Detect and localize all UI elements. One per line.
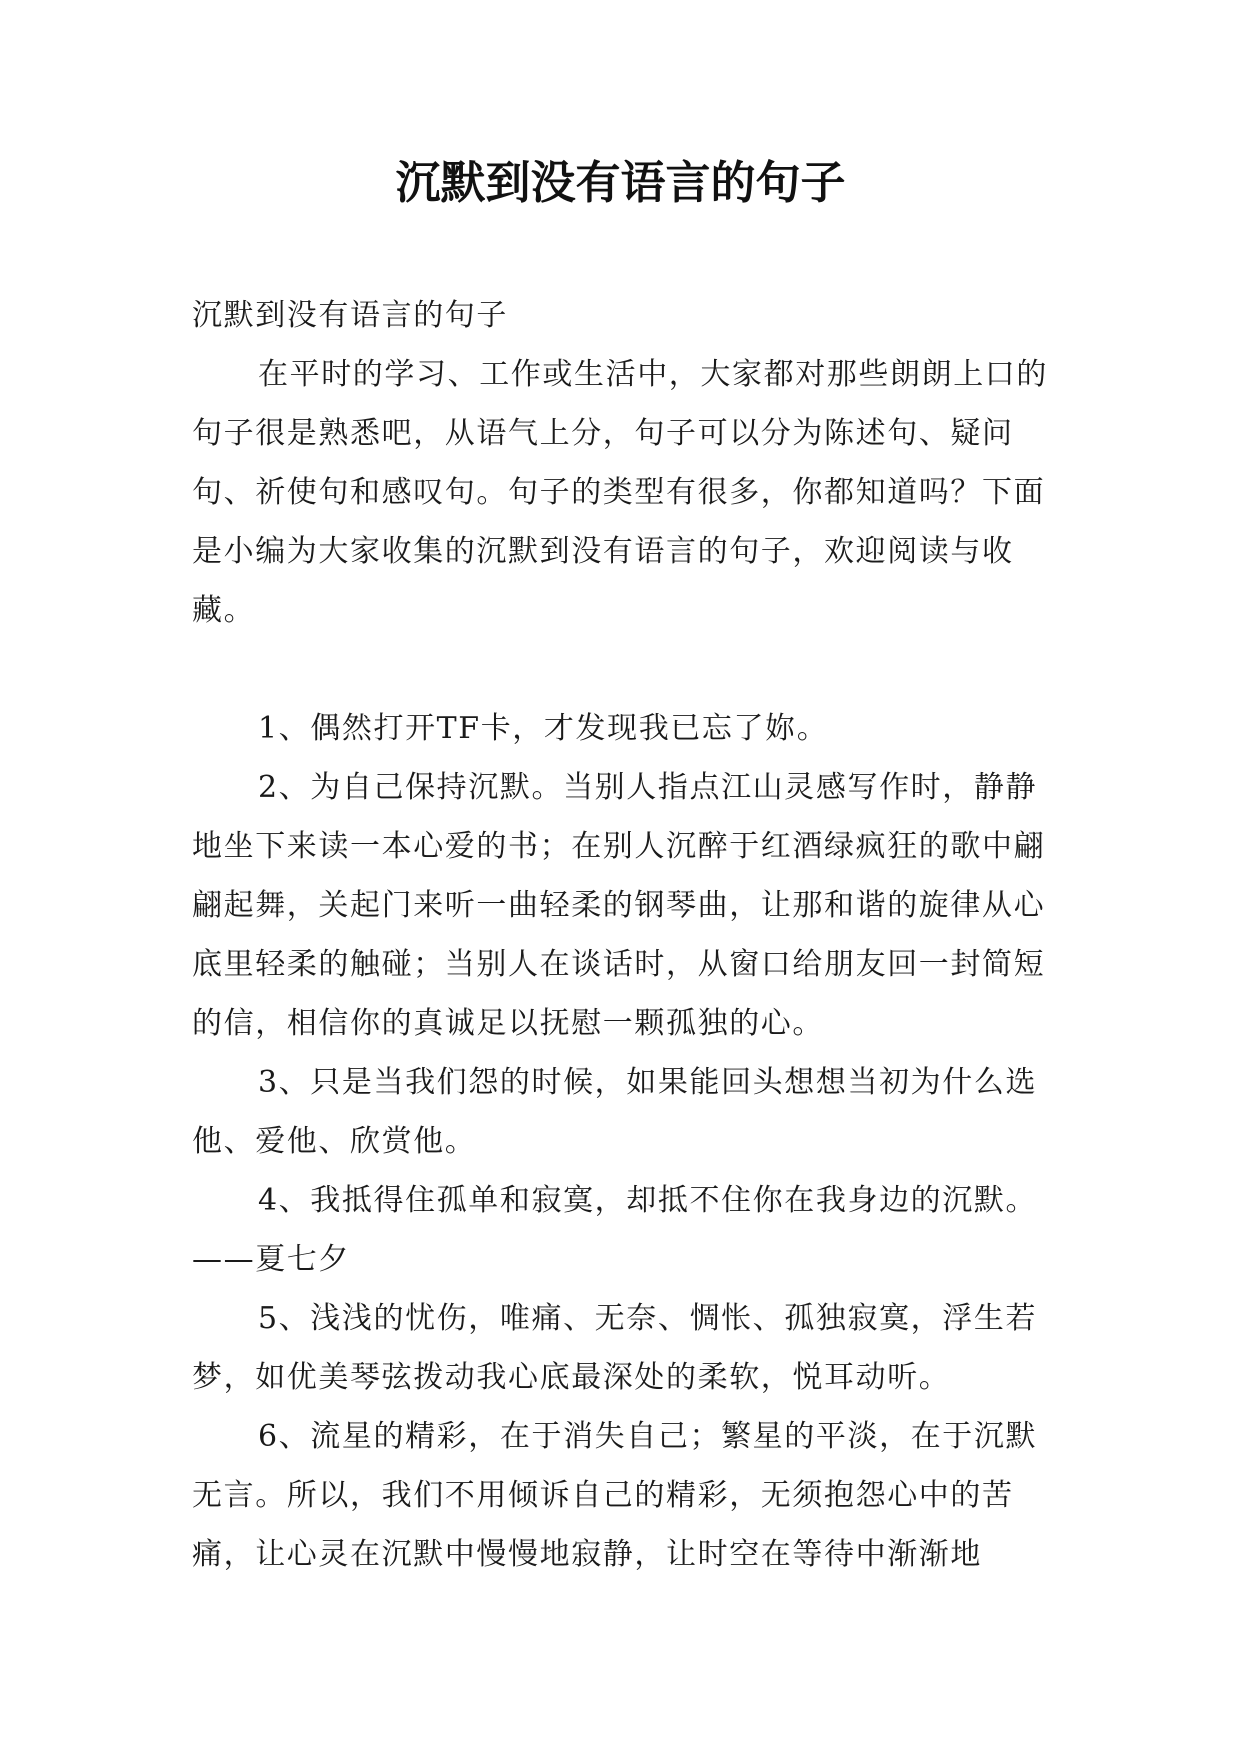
list-item: 1、偶然打开TF卡，才发现我已忘了妳。 xyxy=(258,711,829,746)
list-item: 6、流星的精彩，在于消失自己；繁星的平淡，在于沉默无言。所以，我们不用倾诉自己的精彩，无须抱怨心中的苦痛，让心灵在沉默中慢慢地寂静，让时空在等待中渐渐地 xyxy=(192,1419,1038,1572)
list-item: 5、浅浅的忧伤，唯痛、无奈、惆怅、孤独寂寞，浮生若梦，如优美琴弦拨动我心底最深处的柔软，悦耳动听。 xyxy=(192,1301,1038,1395)
document-subtitle: 沉默到没有语言的句子 xyxy=(192,298,508,333)
document-title: 沉默到没有语言的句子 xyxy=(395,156,846,209)
list-item: 2、为自己保持沉默。当别人指点江山灵感写作时，静静地坐下来读一本心爱的书；在别人沉醉于红酒绿疯狂的歌中翩翩起舞，关起门来听一曲轻柔的钢琴曲，让那和谐的旋律从心底里轻柔的触碰；当别人在谈话时，从窗口给朋友回一封简短的信，相信你的真诚足以抚慰一颗孤独的心。 xyxy=(192,770,1046,1041)
document-body xyxy=(192,286,1052,1584)
list-item: 4、我抵得住孤单和寂寞，却抵不住你在我身边的沉默。——夏七夕 xyxy=(192,1183,1038,1277)
intro-paragraph: 在平时的学习、工作或生活中，大家都对那些朗朗上口的句子很是熟悉吧，从语气上分，句子可以分为陈述句、疑问句、祈使句和感叹句。句子的类型有很多，你都知道吗？下面是小编为大家收集的沉默到没有语言的句子，欢迎阅读与收藏。 xyxy=(192,357,1048,628)
paragraph-spacer xyxy=(192,640,1052,699)
list-item: 3、只是当我们怨的时候，如果能回头想想当初为什么选他、爱他、欣赏他。 xyxy=(192,1065,1038,1159)
